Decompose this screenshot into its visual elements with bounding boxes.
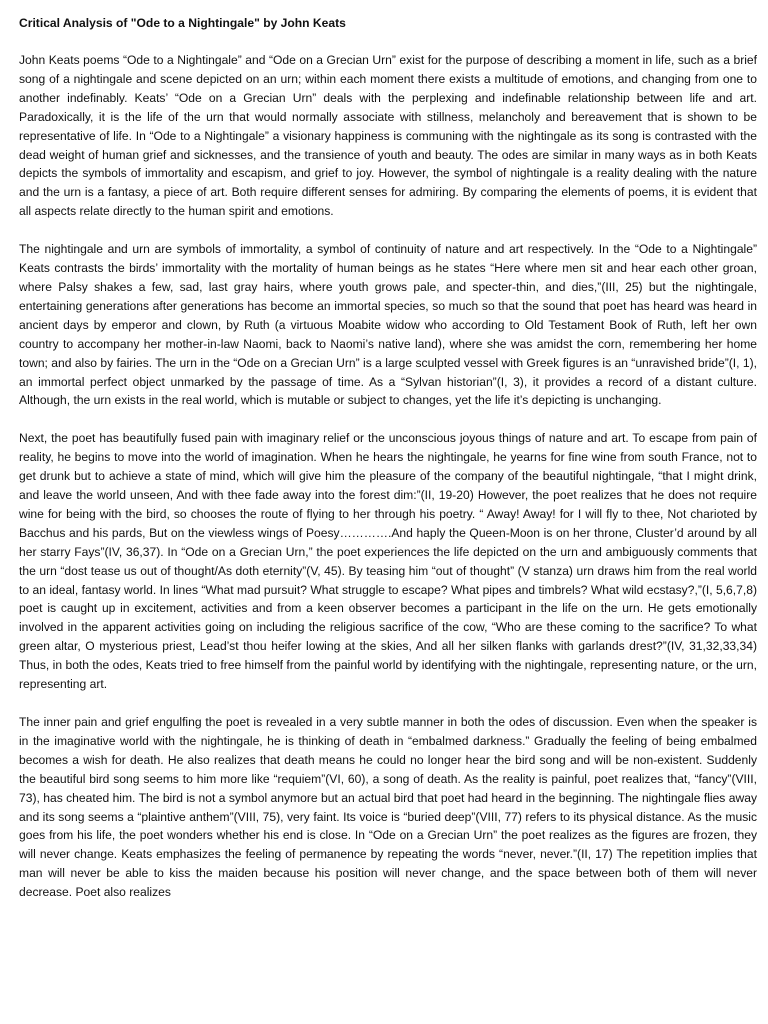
paragraph-grief: The inner pain and grief engulfing the poet is revealed in a very subtle manner in both the odes of discussion. Even when the speaker is in the imaginative world with the nightingale, he is thinking of death in “embalmed darkness.” Gradually the feeling of being embalmed becomes a wish for death. He also realizes that death means he could no longer hear the bird song and will be non-existent. Suddenly the beautiful bird song seems to him more like “requiem”(VI, 60), a song of death. As the reality is painful, poet realizes that, “fancy”(VIII, 73), has cheated him. The bird is not a symbol anymore but an actual bird that poet had heard in the beginning. The nightingale flies away and its song seems a “plaintive anthem”(VIII, 75), very faint. Its voice is “buried deep”(VIII, 77) refers to its physical distance. As the music goes from his life, the poet wonders whether his end is close. In “Ode on a Grecian Urn” the poet realizes as the figures are frozen, they will never change. Keats emphasizes the feeling of permanence by repeating the words “never, never.”(II, 17) The repetition implies that man will never be able to kiss the maiden because his position will never change, and the space between both of them will never decrease. Poet also realizes: [19, 715, 757, 900]
paragraph-immortality: The nightingale and urn are symbols of immortality, a symbol of continuity of nature and art respectively. In the “Ode to a Nightingale” Keats contrasts the birds’ immortality with the mortality of human beings as he states “Here where men sit and hear each other groan, where Palsy shakes a few, sad, last gray hairs, where youth grows pale, and specter-thin, and dies,”(III, 25) but the nightingale, entertaining generations after generations has become an immortal species, so much so that the sound that poet has heard was heard in ancient days by emperor and clown, by Ruth (a virtuous Moabite widow who according to Old Testament Book of Ruth, left her own country to accompany her mother-in-law Naomi, back to Naomi’s native land), where she was amidst the corn, remembering her home town; and also by fairies. The urn in the “Ode on a Grecian Urn” is a large sculpted vessel with Greek figures is an “unravished bride”(I, 1), an immortal perfect object unmarked by the passage of time. As a “Sylvan historian”(I, 3), it provides a record of a distant culture. Although, the urn exists in the real world, which is mutable or subject to changes, yet the life it’s depicting is unchanging.: [19, 242, 757, 408]
document-title: Critical Analysis of "Ode to a Nightingale" by John Keats: [19, 16, 346, 30]
paragraph-intro: John Keats poems “Ode to a Nightingale” and “Ode on a Grecian Urn” exist for the purpose of describing a moment in life, such as a brief song of a nightingale and scene depicted on an urn; within each moment there exists a multitude of emotions, and changing from one to another indefinably. Keats’ “Ode on a Grecian Urn” deals with the perplexing and indefinable relationship between life and art. Paradoxically, it is the life of the urn that would normally associate with stillness, melancholy and bereavement that is shown to be representative of life. In “Ode to a Nightingale” a visionary happiness is communing with the nightingale as its song is contrasted with the dead weight of human grief and sicknesses, and the transience of youth and beauty. The odes are similar in many ways as in both Keats depicts the symbols of immortality and escapism, and grief to joy. However, the symbol of nightingale is a reality dealing with the nature and the urn is a fantasy, a piece of art. Both require different senses for admiring. By comparing the elements of poems, it is evident that all aspects relate directly to the human spirit and emotions.: [19, 53, 757, 219]
document-page: [19, 14, 757, 902]
paragraph-escape: Next, the poet has beautifully fused pain with imaginary relief or the unconscious joyous things of nature and art. To escape from pain of reality, he begins to move into the world of imagination. When he hears the nightingale, he yearns for fine wine from south France, not to get drunk but to achieve a state of mind, which will give him the pleasure of the company of the beautiful nightingale, “that I might drink, and leave the world unseen, And with thee fade away into the forest dim:”(II, 19-20) However, the poet realizes that he does not require wine for being with the bird, so chooses the route of flying to her through his poetry. “ Away! Away! for I will fly to thee, Not charioted by Bacchus and his pards, But on the viewless wings of Poesy………….And haply the Queen-Moon is on her throne, Cluster’d around by all her starry Fays”(IV, 36,37). In “Ode on a Grecian Urn,” the poet experiences the life depicted on the urn and ambiguously comments that the urn “dost tease us out of thought/As doth eternity”(V, 45). By teasing him “out of thought” (V stanza) urn draws him from the real world to an ideal, fantasy world. In lines “What mad pursuit? What struggle to escape? What pipes and timbrels? What wild ecstasy?,”(I, 5,6,7,8) poet is caught up in excitement, activities and from a keen observer becomes a participant in the life on the urn. He gets emotionally involved in the apparent activities going on including the religious sacrifice of the cow, “Who are these coming to the sacrifice? To what green altar, O mysterious priest, Lead’st thou heifer lowing at the skies, And all her silken flanks with garlands drest?”(IV, 31,32,33,34) Thus, in both the odes, Keats tried to free himself from the painful world by identifying with the nightingale, representing nature, or the urn, representing art.: [19, 431, 757, 692]
